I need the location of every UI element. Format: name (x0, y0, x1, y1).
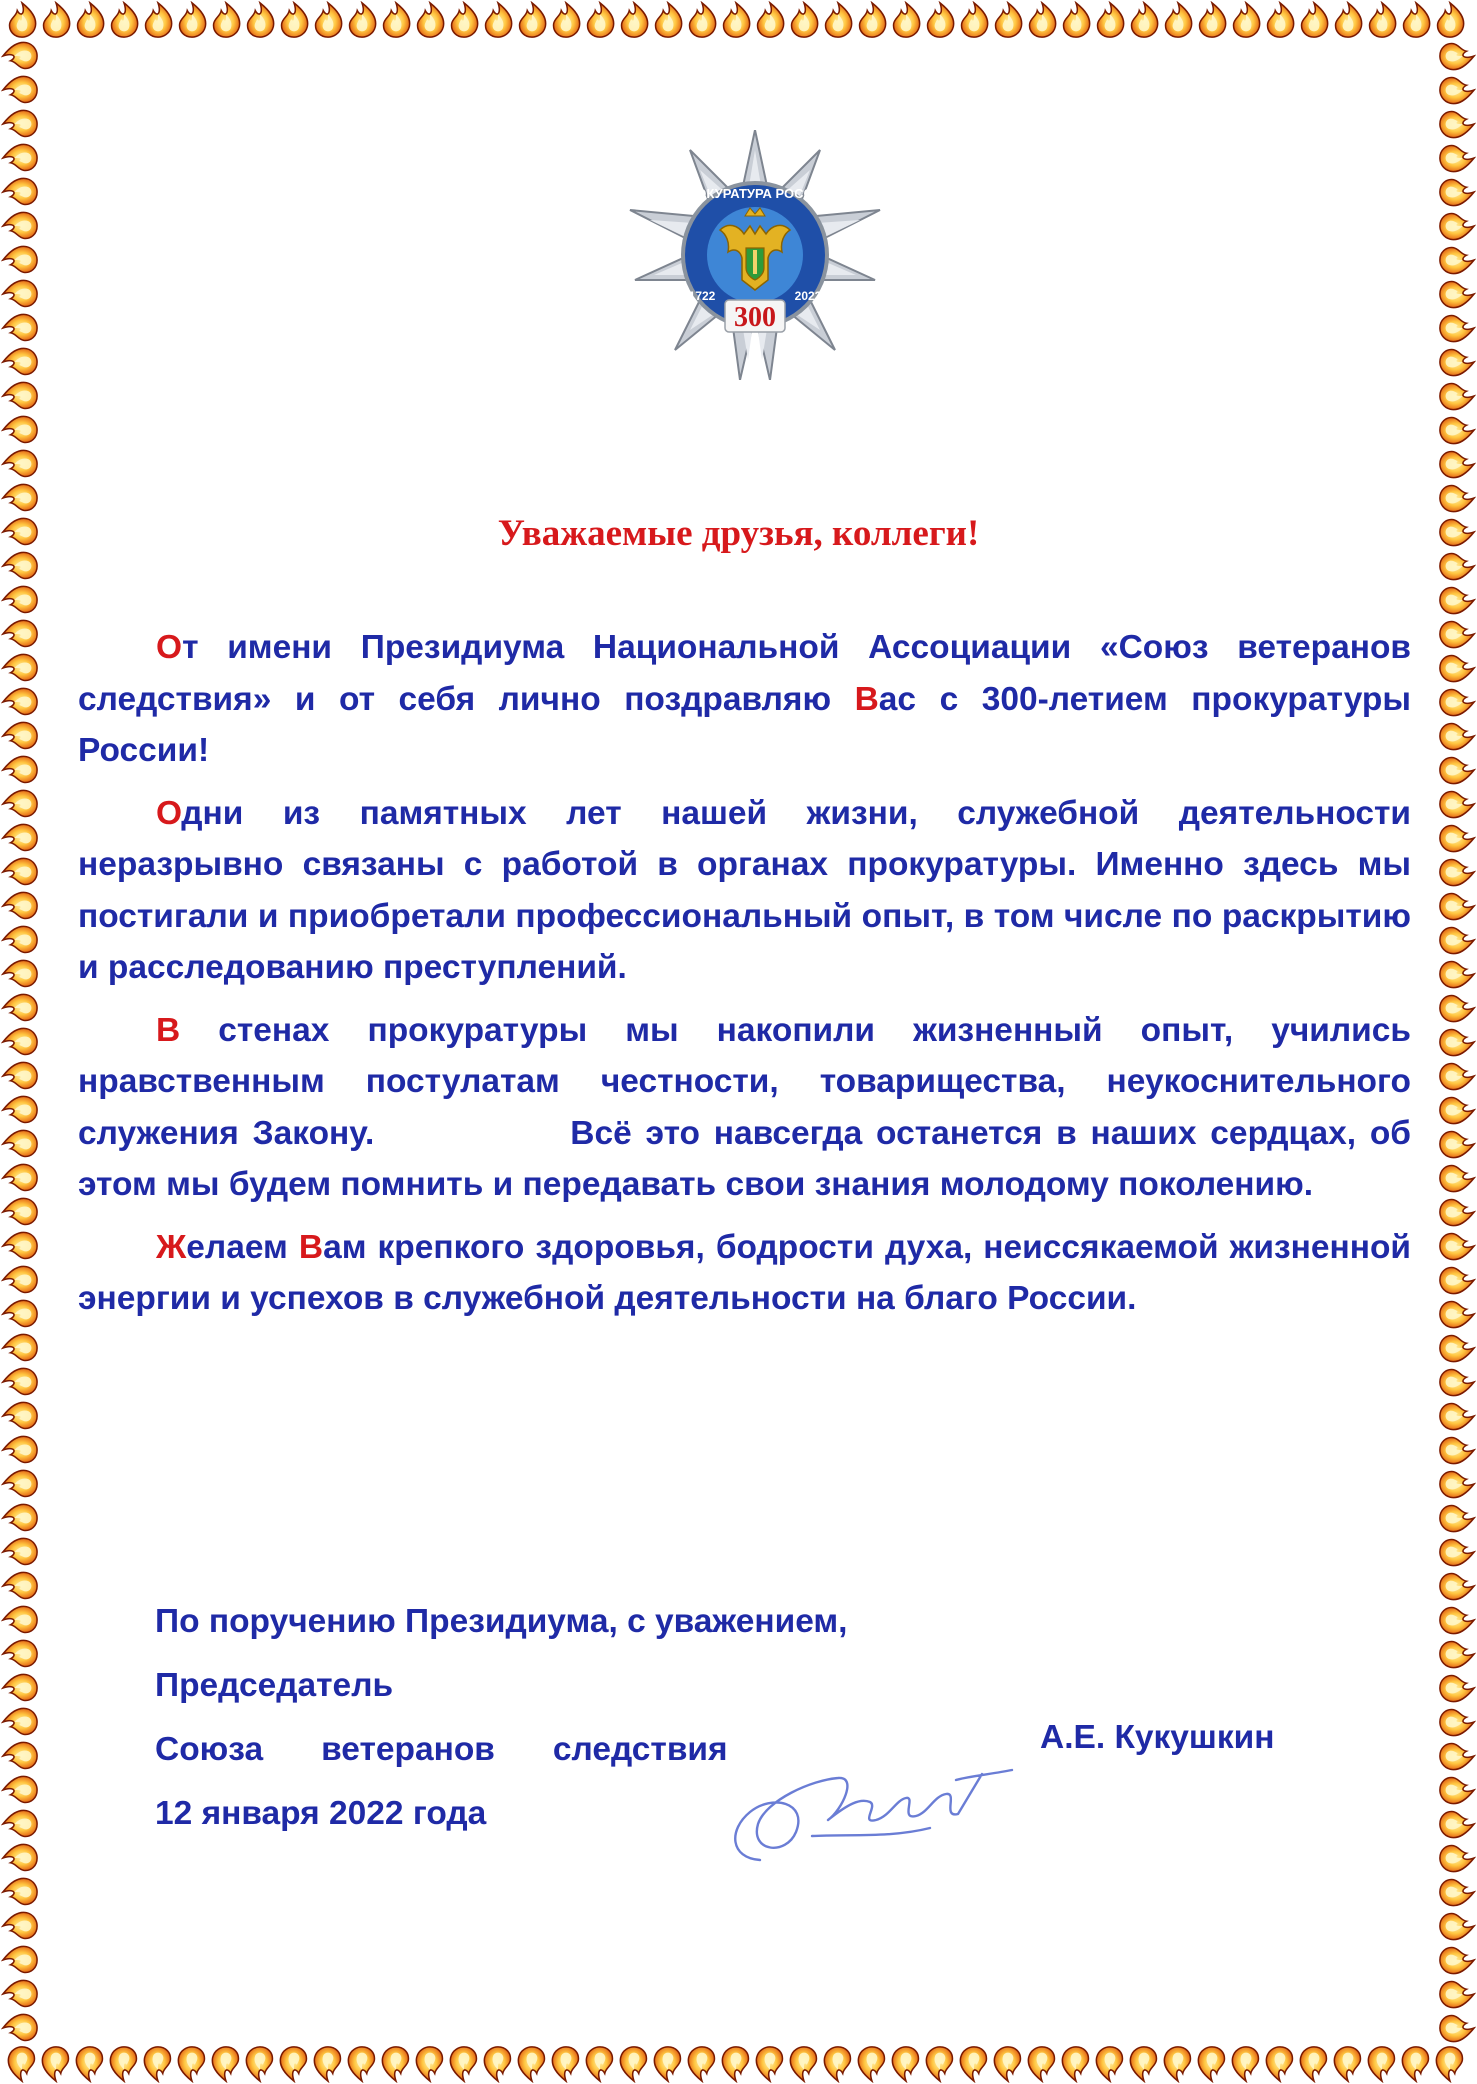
flame-ornament (178, 2047, 204, 2081)
flame-ornament (1440, 1846, 1474, 1872)
flame-ornament (1368, 2047, 1394, 2081)
flame-ornament (382, 2047, 408, 2081)
paragraph-text: ам крепкого здоровья, бодрости духа, неиссякаемой жизненной энергии и успехов в служебной деятельности на благо России. (78, 1228, 1412, 1317)
signatory-name: А.Е. Кукушкин (1040, 1719, 1275, 1756)
flame-ornament (1440, 1676, 1474, 1702)
flame-ornament (1440, 1472, 1474, 1498)
red-initial-letter: В (156, 1011, 181, 1049)
flame-ornament (892, 2047, 918, 2081)
flame-ornament (3, 1300, 37, 1326)
flame-ornament (1300, 2047, 1326, 2081)
flame-ornament (3, 824, 37, 850)
flame-ornament (1166, 3, 1192, 37)
red-initial-letter: В (298, 1228, 324, 1266)
flame-ornament (1440, 486, 1474, 512)
flame-ornament (3, 484, 37, 510)
flame-ornament (1440, 1098, 1474, 1124)
flame-ornament (756, 2047, 782, 2081)
prosecutor-300-emblem (620, 130, 890, 380)
flame-ornament (3, 858, 37, 884)
greeting-heading: Уважаемые друзья, коллеги! (497, 513, 980, 554)
flame-ornament (212, 2047, 238, 2081)
flame-ornament (3, 1572, 37, 1598)
flame-ornament (3, 382, 37, 408)
flame-ornament (1440, 1200, 1474, 1226)
flame-ornament (3, 1776, 37, 1802)
flame-ornament (1336, 3, 1362, 37)
flame-ornament (42, 2047, 68, 2081)
flame-ornament (1334, 2047, 1360, 2081)
paragraph-text: т имени Президиума Национальной Ассоциации «Союз ветеранов следствия» и от себя лично поздравляю (78, 629, 1411, 718)
flame-ornament (280, 2047, 306, 2081)
flame-ornament (282, 3, 308, 37)
flame-ornament (3, 314, 37, 340)
flame-ornament (1440, 452, 1474, 478)
flame-ornament (3, 892, 37, 918)
flame-ornament (1440, 1608, 1474, 1634)
flame-ornament (3, 1810, 37, 1836)
flame-ornament (1028, 2047, 1054, 2081)
flame-ornament (3, 450, 37, 476)
flame-ornament (1164, 2047, 1190, 2081)
flame-ornament (3, 756, 37, 782)
flame-ornament (1440, 316, 1474, 342)
flame-ornament (622, 3, 648, 37)
flame-ornament (316, 3, 342, 37)
flame-ornament (3, 110, 37, 136)
flame-ornament (3, 1742, 37, 1768)
flame-ornament (144, 2047, 170, 2081)
flame-ornament (3, 1878, 37, 1904)
flame-ornament (1440, 1778, 1474, 1804)
flame-ornament (1440, 44, 1474, 70)
flame-ornament (76, 2047, 102, 2081)
sig-org-word: следствия (552, 1731, 728, 1768)
sig-position-line: Председатель (155, 1667, 394, 1704)
flame-ornament (1440, 724, 1474, 750)
flame-ornament (3, 1232, 37, 1258)
flame-ornament (112, 3, 138, 37)
flame-ornament (690, 3, 716, 37)
flame-ornament (620, 2047, 646, 2081)
flame-ornament (452, 3, 478, 37)
flame-ornament (858, 2047, 884, 2081)
emblem-year-left: 1722 (688, 289, 716, 303)
flame-ornament (3, 416, 37, 442)
flame-ornament (3, 1436, 37, 1462)
paragraph-1 (78, 622, 1411, 777)
flame-ornament (3, 722, 37, 748)
flame-ornament (1440, 1948, 1474, 1974)
flame-ornament (588, 3, 614, 37)
flame-ornament (1096, 2047, 1122, 2081)
flame-ornament (1440, 180, 1474, 206)
flame-ornament (758, 3, 784, 37)
flame-ornament (926, 2047, 952, 2081)
flame-ornament (1440, 214, 1474, 240)
flame-ornament (486, 3, 512, 37)
flame-ornament (1402, 2047, 1428, 2081)
flame-ornament (1404, 3, 1430, 37)
flame-ornament (3, 1028, 37, 1054)
paragraph-2 (78, 788, 1411, 994)
flame-ornament (960, 2047, 986, 2081)
flame-ornament (1234, 3, 1260, 37)
flame-ornament (826, 3, 852, 37)
flame-ornament (3, 1266, 37, 1292)
flame-ornament (1440, 1710, 1474, 1736)
flame-ornament (3, 1062, 37, 1088)
flame-ornament (688, 2047, 714, 2081)
flame-ornament (3, 552, 37, 578)
flame-ornament (1268, 3, 1294, 37)
flame-ornament (3, 654, 37, 680)
flame-ornament (3, 1470, 37, 1496)
flame-ornament (1440, 1166, 1474, 1192)
flame-ornament (3, 1606, 37, 1632)
flame-ornament (860, 3, 886, 37)
flame-ornament (3, 144, 37, 170)
red-initial-letter: О (156, 629, 183, 666)
flame-ornament (3, 246, 37, 272)
flame-ornament (1440, 1982, 1474, 2008)
flame-ornament (3, 1130, 37, 1156)
flame-ornament (3, 1708, 37, 1734)
flame-ornament (1440, 248, 1474, 274)
flame-ornament (1440, 1030, 1474, 1056)
flame-ornament (1440, 1880, 1474, 1906)
flame-ornament (3, 1674, 37, 1700)
flame-ornament (8, 2047, 34, 2081)
flame-ornament (1440, 1914, 1474, 1940)
flame-ornament (1440, 384, 1474, 410)
flame-ornament (1440, 996, 1474, 1022)
flame-ornament (654, 2047, 680, 2081)
flame-ornament (3, 1844, 37, 1870)
flame-ornament (246, 2047, 272, 2081)
flame-ornament (3, 42, 37, 68)
flame-ornament (1440, 1812, 1474, 1838)
flame-ornament (1440, 2016, 1474, 2042)
flame-ornament (1132, 3, 1158, 37)
flame-ornament (1198, 2047, 1224, 2081)
flame-ornament (10, 3, 36, 37)
flame-ornament (1440, 1064, 1474, 1090)
flame-ornament (1440, 418, 1474, 444)
flame-ornament (3, 1334, 37, 1360)
flame-ornament (110, 2047, 136, 2081)
flame-ornament (586, 2047, 612, 2081)
flame-ornament (384, 3, 410, 37)
flame-ornament (3, 76, 37, 102)
paragraph-text: ас с 300-летием прокуратуры России! (78, 680, 1411, 769)
paragraph-text: дни из памятных лет нашей жизни, служебной деятельности неразрывно связаны с работой в органах прокуратуры. Именно здесь мы постигали и приобретали профессиональный опыт, в том числе по раскрытию и расследованию преступлений. (78, 794, 1411, 986)
flame-ornament (3, 1912, 37, 1938)
flame-ornament (3, 1504, 37, 1530)
flame-ornament (1440, 1234, 1474, 1260)
flame-ornament (3, 1640, 37, 1666)
flame-ornament (3, 1164, 37, 1190)
flame-ornament (1440, 588, 1474, 614)
paragraph-text: стенах прокуратуры мы накопили жизненный опыт, учились нравственным постулатам честности, товарищества, неукоснительного служения Закону. (78, 1011, 1411, 1152)
flame-ornament (3, 994, 37, 1020)
flame-ornament (3, 1538, 37, 1564)
red-initial-letter: В (854, 680, 879, 718)
flame-ornament (894, 3, 920, 37)
flame-ornament (1098, 3, 1124, 37)
flame-ornament (1130, 2047, 1156, 2081)
flame-ornament (1440, 1574, 1474, 1600)
flame-ornament (3, 178, 37, 204)
flame-ornament (3, 1946, 37, 1972)
flame-ornament (3, 1096, 37, 1122)
flame-ornament (416, 2047, 442, 2081)
flame-ornament (824, 2047, 850, 2081)
flame-ornament (1440, 1404, 1474, 1430)
letter-body (78, 622, 1411, 1336)
flame-ornament (792, 3, 818, 37)
flame-ornament (214, 3, 240, 37)
flame-ornament (1440, 1642, 1474, 1668)
sig-org-word: Союза (155, 1731, 264, 1768)
flame-ornament (3, 1980, 37, 2006)
flame-ornament (1440, 758, 1474, 784)
flame-ornament (1438, 3, 1464, 37)
flame-ornament (3, 2014, 37, 2040)
flame-ornament (3, 688, 37, 714)
flame-ornament (180, 3, 206, 37)
flame-ornament (1440, 826, 1474, 852)
flame-ornament (350, 3, 376, 37)
flame-ornament (1440, 1302, 1474, 1328)
flame-ornament (1440, 928, 1474, 954)
handwritten-signature (720, 1740, 1020, 1890)
flame-ornament (3, 926, 37, 952)
flame-ornament (1440, 894, 1474, 920)
flame-ornament (1440, 792, 1474, 818)
flame-ornament (1200, 3, 1226, 37)
flame-ornament (520, 3, 546, 37)
flame-ornament (3, 586, 37, 612)
flame-ornament (450, 2047, 476, 2081)
emblem-number: 300 (734, 302, 776, 333)
flame-ornament (1266, 2047, 1292, 2081)
flame-ornament (1440, 78, 1474, 104)
flame-ornament (1440, 656, 1474, 682)
flame-ornament (348, 2047, 374, 2081)
flame-ornament (3, 1402, 37, 1428)
flame-ornament (724, 3, 750, 37)
flame-ornament (518, 2047, 544, 2081)
emblem-ring-text: ПРОКУРАТУРА РОССИИ (678, 186, 832, 201)
flame-ornament (3, 620, 37, 646)
flame-ornament (1440, 112, 1474, 138)
red-initial-letter: Ж (156, 1228, 187, 1266)
flame-ornament (3, 348, 37, 374)
flame-ornament (1370, 3, 1396, 37)
sig-org-word: ветеранов (321, 1731, 495, 1768)
sig-date-line: 12 января 2022 года (155, 1795, 487, 1832)
sig-regards-line: По поручению Президиума, с уважением, (155, 1603, 848, 1640)
red-initial-letter: О (156, 794, 182, 832)
flame-ornament (656, 3, 682, 37)
flame-ornament (484, 2047, 510, 2081)
flame-ornament (1302, 3, 1328, 37)
flame-ornament (3, 960, 37, 986)
flame-ornament (1440, 690, 1474, 716)
flame-ornament (1440, 1336, 1474, 1362)
flame-ornament (1062, 2047, 1088, 2081)
emblem-year-right: 2022 (794, 289, 822, 303)
flame-ornament (248, 3, 274, 37)
flame-ornament (1436, 2047, 1462, 2081)
flame-ornament (1064, 3, 1090, 37)
flame-ornament (1440, 1540, 1474, 1566)
flame-ornament (552, 2047, 578, 2081)
flame-ornament (962, 3, 988, 37)
flame-ornament (722, 2047, 748, 2081)
flame-ornament (418, 3, 444, 37)
flame-ornament (78, 3, 104, 37)
flame-ornament (1440, 1370, 1474, 1396)
flame-ornament (928, 3, 954, 37)
paragraph-3 (78, 1005, 1411, 1211)
flame-ornament (1440, 350, 1474, 376)
flame-ornament (1440, 146, 1474, 172)
flame-ornament (554, 3, 580, 37)
flame-ornament (790, 2047, 816, 2081)
flame-ornament (1440, 962, 1474, 988)
flame-ornament (1440, 1132, 1474, 1158)
flame-ornament (996, 3, 1022, 37)
flame-ornament (1440, 860, 1474, 886)
flame-ornament (3, 1368, 37, 1394)
flame-ornament (1440, 622, 1474, 648)
flame-ornament (3, 280, 37, 306)
paragraph-text: елаем (186, 1228, 299, 1266)
flame-ornament (3, 790, 37, 816)
flame-ornament (1440, 1506, 1474, 1532)
flame-ornament (994, 2047, 1020, 2081)
flame-ornament (1440, 554, 1474, 580)
flame-ornament (314, 2047, 340, 2081)
paragraph-text: Всё это навсегда останется в наших сердцах, об этом мы будем помнить и передавать свои знания молодому поколению. (78, 1114, 1411, 1203)
flame-ornament (146, 3, 172, 37)
flame-ornament (1232, 2047, 1258, 2081)
flame-ornament (1440, 1268, 1474, 1294)
flame-ornament (3, 1198, 37, 1224)
flame-ornament (3, 212, 37, 238)
flame-ornament (1440, 282, 1474, 308)
flame-ornament (1030, 3, 1056, 37)
paragraph-4 (78, 1222, 1411, 1325)
flame-ornament (1440, 1438, 1474, 1464)
flame-ornament (44, 3, 70, 37)
flame-ornament (1440, 1744, 1474, 1770)
